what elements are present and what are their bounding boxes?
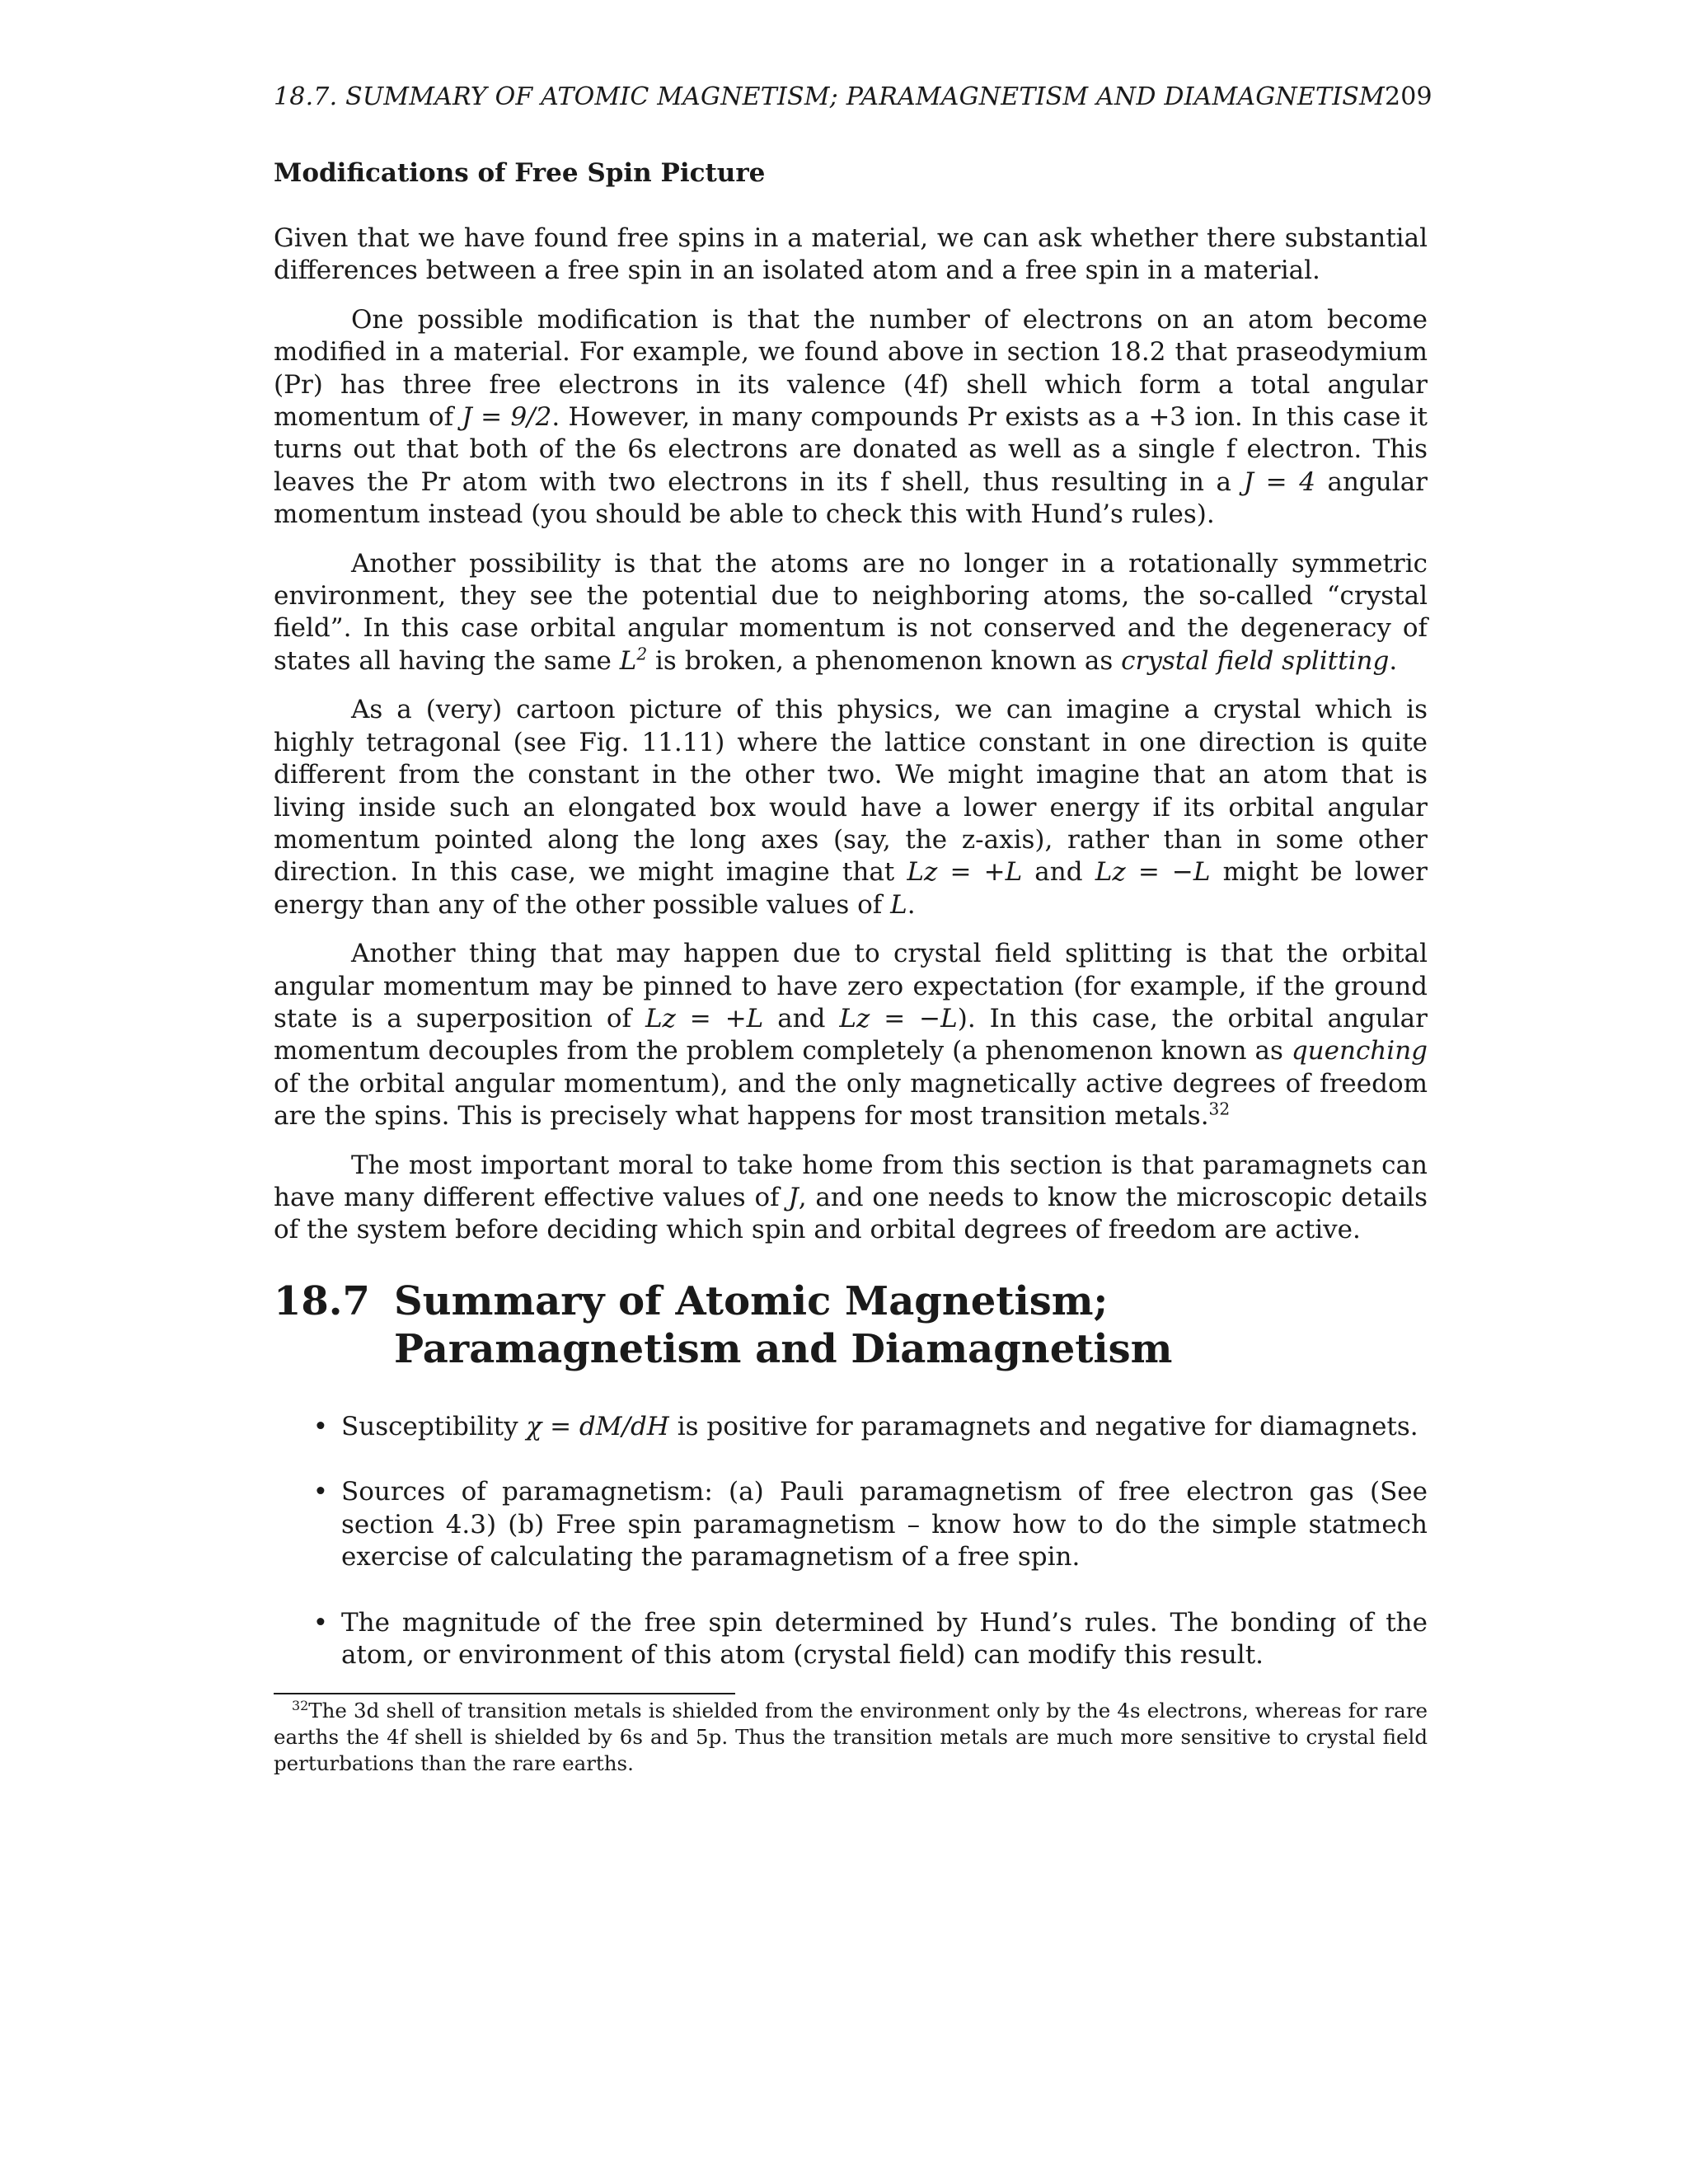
bullet-icon: • [312,1412,328,1441]
math-lz-plus-l: Lz = +L [907,857,1023,888]
math-l-squared: $L^2$ [619,644,648,676]
list-item: • The magnitude of the free spin determined by Hund’s rules. The bonding of the atom, or environment of this atom (crystal field) can modify this result. [274,1607,1428,1672]
math-lz-plus-l-2: Lz = +L [645,1003,764,1033]
summary-bullet-list [274,1411,1428,1704]
subsection-heading: Modifications of Free Spin Picture [274,158,766,188]
paragraph-3: Another possibility is that the atoms are no longer in a rotationally symmetric environment, they see the potential due to neighboring atoms, the so-called “crystal field”. In this case orbital angular momentum is not conserved and the degeneracy of states all having the same $L^2$ is broken, a phenomenon known as crystal field splitting. [274,548,1428,676]
running-head-title: 18.7. SUMMARY OF ATOMIC MAGNETISM; PARAMAGNETISM AND DIAMAGNETISM [274,82,1385,111]
paragraph-6: The most important moral to take home from this section is that paramagnets can have many different effective values of J, and one needs to know the microscopic details of the system before deciding which spin and orbital degrees of freedom are active. [274,1150,1428,1245]
section-heading [274,1277,1428,1373]
footnote-32 [274,1698,1428,1777]
page-number: 209 [1384,82,1432,111]
emphasis-crystal-field-splitting: crystal field splitting [1121,645,1390,676]
math-susceptibility: χ = dM/dH [526,1412,669,1441]
paragraph-5: Another thing that may happen due to crystal field splitting is that the orbital angular momentum may be pinned to have zero expectation (for example, if the ground state is a superposition of Lz = +L and Lz = −L). In this case, the orbital angular momentum decouples from the problem completely (a phenomenon known as quenching of the orbital angular momentum), and the only magnetically active degrees of freedom are the spins. This is precisely what happens for most transition metals.$^{32}$ [274,939,1428,1132]
list-item: • Susceptibility χ = dM/dH is positive for paramagnets and negative for diamagnets. [274,1411,1428,1443]
math-j-9-2: J = 9/2 [462,402,552,433]
math-j-4: J = 4 [1243,466,1315,497]
footnote-mark: 32 [292,1697,309,1713]
math-j: J [788,1182,799,1212]
paragraph-4: As a (very) cartoon picture of this physics, we can imagine a crystal which is highly tetragonal (see Fig. 11.11) where the lattice constant in one direction is quite different from the constant in the other two. We might imagine that an atom that is living inside such an elongated box would have a lower energy if its orbital angular momentum pointed along the long axes (say, the z-axis), rather than in some other direction. In this case, we might imagine that Lz = +L and Lz = −L might be lower energy than any of the other possible values of L. [274,695,1428,920]
section-number: 18.7 [274,1278,370,1324]
footnote-ref-32[interactable]: 32 [1208,1099,1231,1119]
section-title: Summary of Atomic Magnetism; Paramagnetism and Diamagnetism [394,1278,1173,1372]
bullet-icon: • [312,1477,328,1507]
bullet-icon: • [312,1607,328,1638]
list-item: • Sources of paramagnetism: (a) Pauli paramagnetism of free electron gas (See section 4.3) (b) Free spin paramagnetism – know how to do the simple statmech exercise of calculating the paramagnetism of a free spin. [274,1476,1428,1573]
emphasis-quenching: quenching [1291,1036,1428,1066]
footnote-text: The 3d shell of transition metals is shielded from the environment only by the 4s electrons, whereas for rare earths the 4f shell is shielded by 6s and 5p. Thus the transition metals are much more sensitive to crystal field perturbations than the rare earths. [274,1699,1428,1775]
math-l: L [890,889,907,920]
paragraph-2: One possible modification is that the number of electrons on an atom become modified in a material. For example, we found above in section 18.2 that praseodymium (Pr) has three free electrons in its valence (4f) shell which form a total angular momentum of J = 9/2. However, in many compounds Pr exists as a +3 ion. In this case it turns out that both of the 6s electrons are donated as well as a single f electron. This leaves the Pr atom with two electrons in its f shell, thus resulting in a J = 4 angular momentum instead (you should be able to check this with Hund’s rules). [274,304,1428,530]
math-lz-minus-l-2: Lz = −L [839,1003,958,1033]
paragraph-1: Given that we have found free spins in a material, we can ask whether there substantial differences between a free spin in an isolated atom and a free spin in a material. [274,223,1428,286]
running-head [274,82,1432,111]
body-text [274,223,1428,1263]
math-lz-minus-l: Lz = −L [1095,857,1211,888]
footnote-divider [274,1693,735,1694]
